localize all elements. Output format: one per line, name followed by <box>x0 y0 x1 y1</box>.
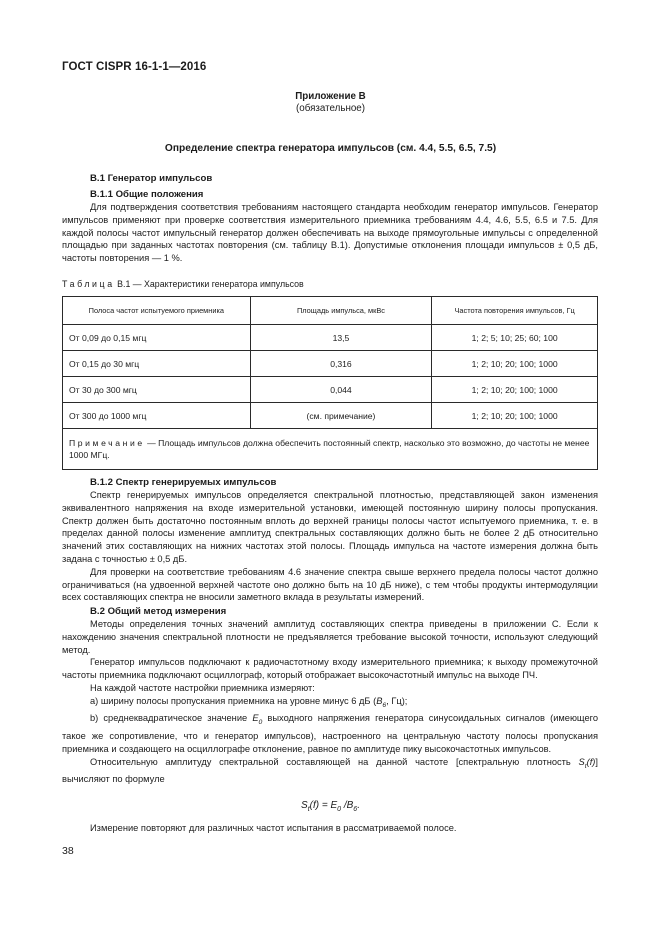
page-number: 38 <box>62 845 74 857</box>
paragraph: Для подтверждения соответствия требованиям настоящего стандарта необходим генератор импульсов. Генератор импульсов применяют при проверке соответствия измерительного приемника требованиям 4.4, 4.6, 5.5, 6.5 и 7.5. Для каждой полосы частот импульсный генератор должен обеспечивать на выходе прямоугольные импульсы с определенной площадью при заданных частотах повторения (см. таблицу В.1). Допустимые отклонения площади импульсов ± 0,5 дБ, частоты повторения — 1 %. <box>62 202 598 264</box>
table-caption <box>62 279 304 289</box>
table-cell: От 300 до 1000 мгц <box>63 403 251 429</box>
symbol-b-sub: 6 <box>382 701 387 709</box>
table-caption-word: Таблица <box>62 279 115 289</box>
formula-b: /B <box>341 800 354 811</box>
paragraph: Спектр генерируемых импульсов определяется спектральной плотностью, представляющей закон изменения эквивалентного напряжения на входе измерительной установки, имеющей постоянную ширину полосы пропускания. Спектр должен быть достаточно постоянным вплоть до верхней границы полосы частот испытуемого приемника, т. е. в пределах данной полосы изменение амплитуд спектральных составляющих должно быть не более 2 дБ относительно значений этих составляющих на нижних частотах этой полосы. Площадь импульса на частоте измерения должна быть задана с точностью ± 0,5 дБ. <box>62 490 598 564</box>
p4-text: Относительную амплитуду спектральной составляющей на данной частоте [спектральную плотность <box>90 756 579 767</box>
section-b2-title: В.2 Общий метод измерения <box>90 606 227 617</box>
table-cell: 1; 2; 5; 10; 25; 60; 100 <box>432 325 598 351</box>
paragraph: Методы определения точных значений амплитуд составляющих спектра приведены в приложении С. Если к нахождению значения спектральной плотности не предъявляется требование высокой точности, используют следующий метод. <box>62 619 598 655</box>
symbol-b <box>376 695 387 709</box>
section-b2-body <box>62 618 598 786</box>
table-cell: От 0,09 до 0,15 мгц <box>63 325 251 351</box>
formula-s: S <box>301 800 308 811</box>
table-cell: От 30 до 300 мгц <box>63 377 251 403</box>
item-b-end: выходного напряжения генератора синусоидальных сигналов (имеющего такое же сопротивление, что и генератор импульсов), настроенного на центральную частоту полосы пропускания приемника и создающего на осциллографе отклонение, равное по амплитуде пику высокочастотных импульсов. <box>62 713 598 754</box>
list-item-a <box>62 695 598 713</box>
table-header-cell: Полоса частот испытуемого приемника <box>63 297 251 325</box>
paragraph: Измерение повторяют для различных частот испытания в рассматриваемой полосе. <box>90 823 457 833</box>
section-b1-title: В.1 Генератор импульсов <box>90 173 213 184</box>
formula-end: . <box>357 800 360 811</box>
p4-end: ] вычисляют по формуле <box>62 756 598 785</box>
table-cell: 1; 2; 10; 20; 100; 1000 <box>432 351 598 377</box>
symbol-b-letter: B <box>376 695 383 706</box>
table-note <box>63 429 598 470</box>
paragraph <box>62 756 598 786</box>
standard-code: ГОСТ CISPR 16-1-1—2016 <box>62 61 207 73</box>
paragraph: На каждой частоте настройки приемника измеряют: <box>90 682 315 693</box>
symbol-st-letter: S <box>578 756 585 767</box>
spectral-density-formula <box>60 800 601 813</box>
note-text: — Площадь импульсов должна обеспечить постоянный спектр, насколько это возможно, до частоты не менее 1000 МГц. <box>69 437 590 460</box>
symbol-e <box>252 713 263 727</box>
table-caption-text: В.1 — Характеристики генератора импульсов <box>117 279 304 289</box>
item-b-text: b) среднеквадратическое значение <box>90 713 253 724</box>
symbol-st-arg: (f) <box>586 756 596 767</box>
table-row <box>63 403 598 429</box>
table-row <box>63 377 598 403</box>
annex-heading: Определение спектра генератора импульсов (см. 4.4, 5.5, 6.5, 7.5) <box>164 143 497 154</box>
note-label: Примечание <box>69 437 145 448</box>
table-cell: 0,044 <box>250 377 432 403</box>
table-row <box>63 351 598 377</box>
symbol-st-sub: t <box>584 762 587 770</box>
table-cell: 13,5 <box>250 325 432 351</box>
table-cell: (см. примечание) <box>250 403 432 429</box>
table-cell: 0,316 <box>250 351 432 377</box>
section-b12-body <box>62 489 598 604</box>
item-a-text: а) ширину полосы пропускания приемника на уровне минус 6 дБ ( <box>90 695 377 706</box>
section-b2-closing <box>62 822 598 835</box>
section-b11-body <box>62 201 598 265</box>
section-b12-title: В.1.2 Спектр генерируемых импульсов <box>90 477 277 488</box>
symbol-e-letter: E <box>252 713 259 724</box>
formula-b-sub: 6 <box>353 806 358 813</box>
symbol-e-sub: 0 <box>258 719 263 727</box>
symbol-st <box>578 756 596 770</box>
paragraph: Генератор импульсов подключают к радиочастотному входу измерительного приемника; к выходу промежуточной частоты приемника подключают осциллограф, который отображает высокочастотный импульс на выходе ПЧ. <box>62 657 598 681</box>
table-cell: 1; 2; 10; 20; 100; 1000 <box>432 377 598 403</box>
table-header-cell: Площадь импульса, мкВс <box>250 297 432 325</box>
item-a-end: , Гц); <box>386 695 408 706</box>
table-note-row <box>63 429 598 470</box>
table-header-row <box>63 297 598 325</box>
annex-title: Приложение В <box>295 91 366 102</box>
table-header-cell: Частота повторения импульсов, Гц <box>432 297 598 325</box>
list-item-b <box>62 712 598 755</box>
section-b11-title: В.1.1 Общие положения <box>90 189 204 200</box>
annex-status: (обязательное) <box>295 103 366 114</box>
table-cell: От 0,15 до 30 мгц <box>63 351 251 377</box>
table-row <box>63 325 598 351</box>
formula-mid: (f) = E <box>309 800 338 811</box>
paragraph: Для проверки на соответствие требованиям 4.6 значение спектра свыше верхнего предела полосы частот должно ограничиваться (на удвоенной верхней частоте оно должно быть на 10 дБ ниже), с тем чтобы продукты интермодуляции всех составляющих спектра не вносили заметного вклада в результаты измерений. <box>62 566 598 603</box>
formula-s-sub: t <box>307 806 310 813</box>
formula-e-sub: 0 <box>337 806 342 813</box>
table-cell: 1; 2; 10; 20; 100; 1000 <box>432 403 598 429</box>
pulse-generator-table <box>62 296 598 470</box>
